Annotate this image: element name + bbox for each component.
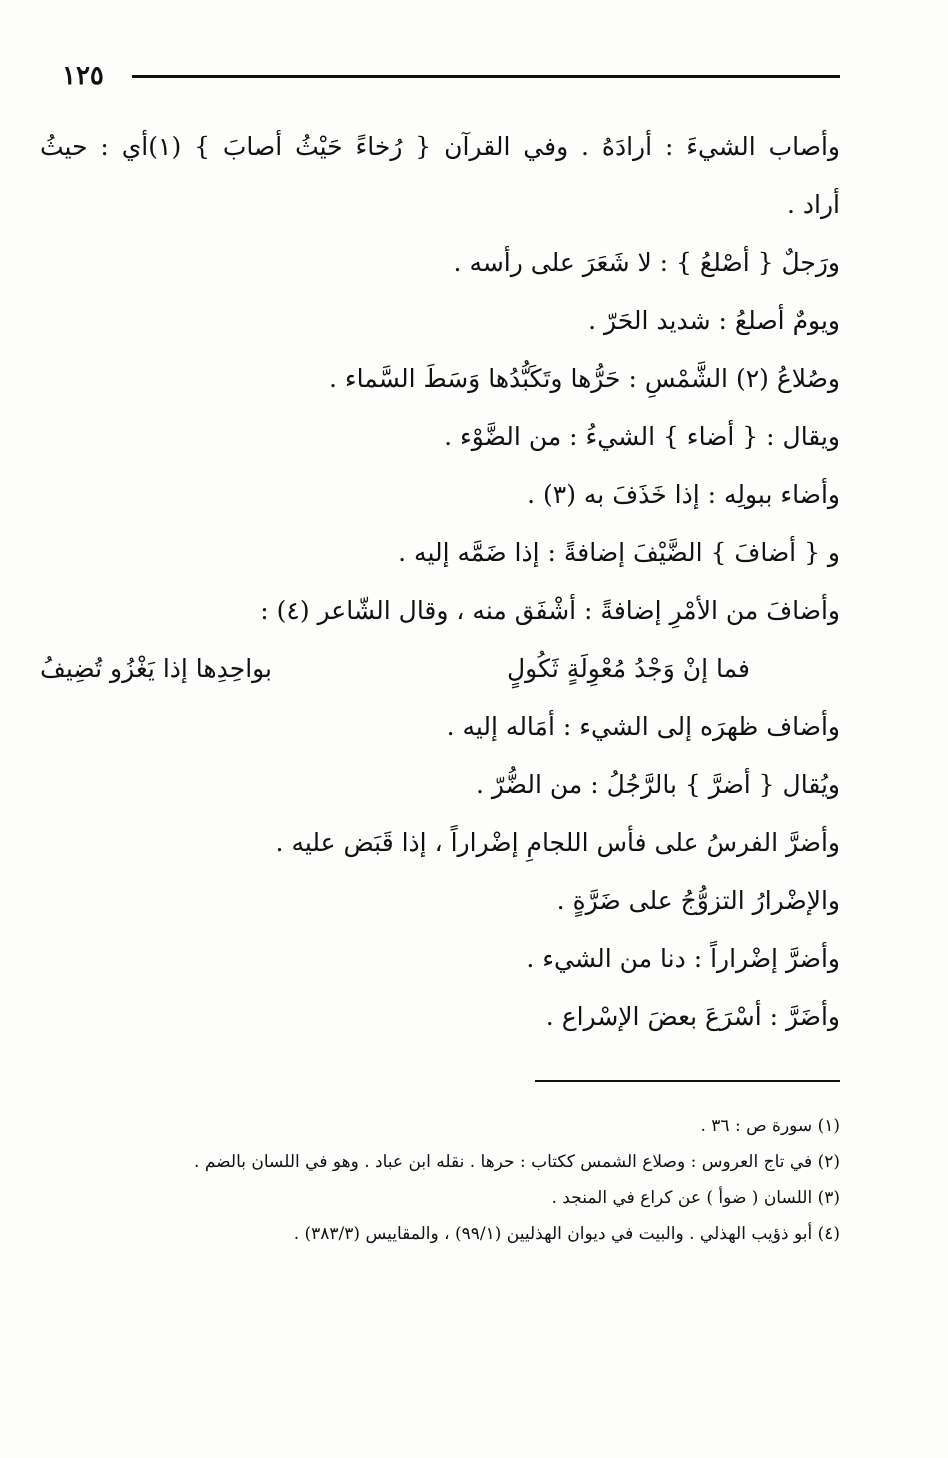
- entry-line: وأضَرَّ : أسْرَعَ بعضَ الإسْراع .: [545, 1002, 840, 1031]
- poetry-verse: [40, 640, 840, 698]
- verse-first-hemistich: فما إنْ وَجْدُ مُعْوِلَةٍ ثَكُولٍ: [507, 654, 750, 683]
- verse-second-hemistich: بواحِدِها إذا يَغْزُو تُضِيفُ: [40, 654, 273, 683]
- entry-line: ويومٌ أصلعُ : شديد الحَرّ .: [588, 306, 840, 335]
- page-number: ١٢٥: [62, 61, 104, 91]
- entry-line: والإضْرارُ التزوُّجُ على ضَرَّةٍ .: [556, 886, 840, 915]
- entry-line: وأضرَّ الفرسُ على فأس اللجامِ إضْراراً ، إذا قَبَض عليه .: [275, 828, 840, 857]
- entry-line: وأضرَّ إضْراراً : دنا من الشيء .: [526, 944, 840, 973]
- footnote: (١) سورة ص : ٣٦ .: [700, 1116, 840, 1136]
- entry-line: وأصاب الشيءَ : أرادَهُ . وفي القرآن { رُخاءً حَيْثُ أصابَ } (١)أي : حيثُ: [40, 132, 840, 161]
- footnote: (٣) اللسان ( ضوأ ) عن كراع في المنجد .: [551, 1188, 840, 1208]
- entry-line: ورَجلٌ { أصْلعُ } : لا شَعَرَ على رأسه .: [453, 248, 840, 277]
- entry-line: ويقال : { أضاء } الشيءُ : من الضَّوْء .: [444, 422, 840, 451]
- page-header: [62, 58, 840, 94]
- entry-line: وأضاء ببولِه : إذا خَذَفَ به (٣) .: [527, 480, 840, 509]
- footnote-separator: [535, 1080, 840, 1082]
- header-rule: [132, 75, 840, 78]
- entry-line: ويُقال { أضرَّ } بالرَّجُلُ : من الضُّرّ .: [475, 770, 840, 799]
- entry-line: وأضافَ من الأمْرِ إضافةً : أشْفَق منه ، وقال الشّاعر (٤) :: [260, 596, 840, 625]
- entry-line: وصُلاعُ (٢) الشَّمْسِ : حَرُّها وتَكَبُّدُها وَسَطَ السَّماء .: [328, 364, 840, 393]
- entry-line: و { أضافَ } الضَّيْفَ إضافةً : إذا ضَمَّه إليه .: [398, 538, 840, 567]
- footnote: (٤) أبو ذؤيب الهذلي . والبيت في ديوان الهذليين (٩٩/١) ، والمقاييس (٣٨٣/٣) .: [293, 1224, 840, 1244]
- footnotes: [100, 1108, 840, 1252]
- footnote: (٢) في تاج العروس : وصلاع الشمس ككتاب : حرها . نقله ابن عباد . وهو في اللسان بالضم .: [194, 1152, 840, 1172]
- entry-line: وأضاف ظهرَه إلى الشيء : أمَاله إليه .: [446, 712, 840, 741]
- dictionary-entries: [40, 118, 840, 1046]
- entry-line: أراد .: [787, 190, 840, 219]
